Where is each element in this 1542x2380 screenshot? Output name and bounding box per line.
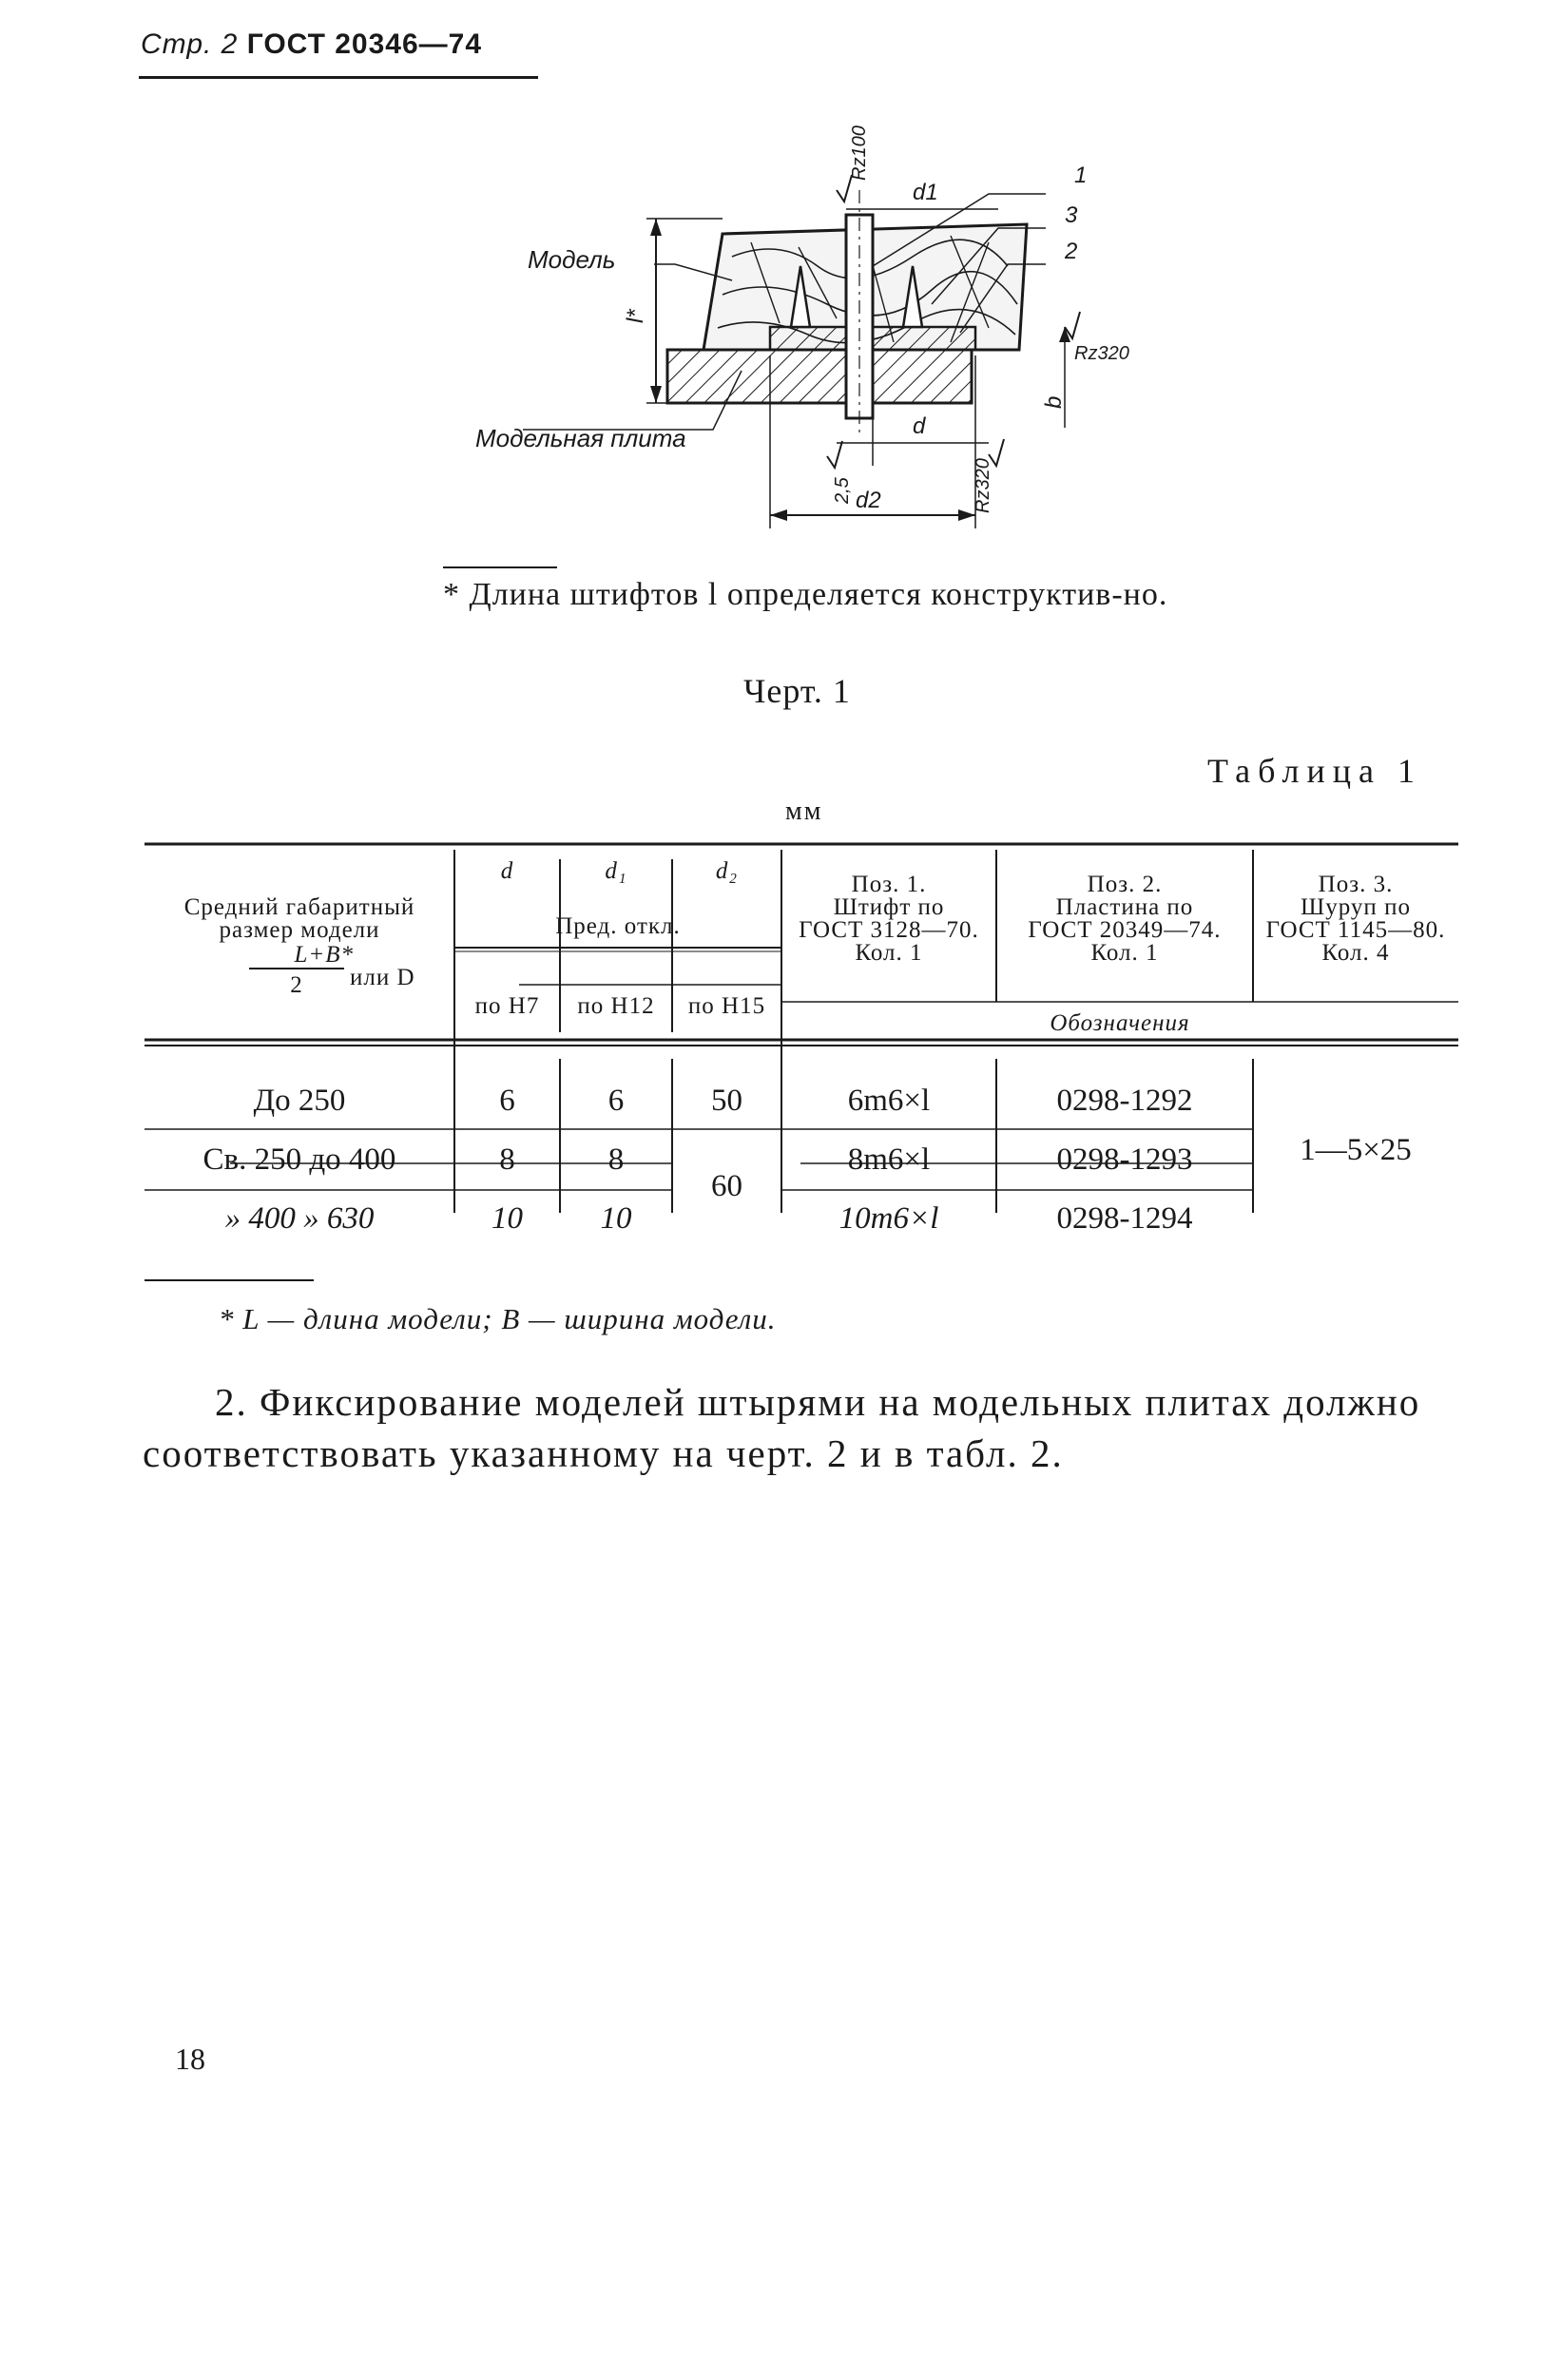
header-h7: по H7 xyxy=(474,993,540,1019)
row3-pin: 10m6×l xyxy=(838,1201,939,1236)
header-size-numerator: L+B* xyxy=(294,942,354,968)
header-pos3-line1: Поз. 3. xyxy=(1318,872,1394,897)
header-pos1-line4: Кол. 1 xyxy=(855,940,923,966)
header-pos3-line4: Кол. 4 xyxy=(1321,940,1390,966)
label-model: Модель xyxy=(528,245,616,274)
label-pos3: 3 xyxy=(1065,202,1078,228)
figure-caption: Черт. 1 xyxy=(743,672,851,710)
header-d2: d₂ xyxy=(715,858,739,884)
header-pos1-line2: Штифт по xyxy=(833,894,945,920)
header-size-line2: размер модели xyxy=(219,917,380,943)
label-d2: d2 xyxy=(856,488,881,513)
table-unit: мм xyxy=(785,797,823,826)
row1-plate: 0298-1292 xyxy=(1056,1084,1193,1118)
model-plate-shape xyxy=(667,350,972,403)
label-pos1: 1 xyxy=(1074,163,1088,188)
header-d1: d₁ xyxy=(605,858,627,884)
row2-plate: 0298-1293 xyxy=(1056,1142,1193,1177)
page-label: Стр. 2 xyxy=(141,29,239,60)
header-pos2-line3: ГОСТ 20349—74. xyxy=(1028,917,1222,943)
table-footnote-rule xyxy=(145,1279,314,1281)
paragraph-2: 2. Фиксирование моделей штырями на модельных плитах должно соответствовать указанному на черт. 2 и в табл. 2. xyxy=(143,1380,1421,1475)
header-pos2-line2: Пластина по xyxy=(1055,894,1194,920)
header-pos2-line4: Кол. 1 xyxy=(1090,940,1159,966)
header-pos1-line3: ГОСТ 3128—70. xyxy=(799,917,979,943)
header-pos2-line1: Поз. 2. xyxy=(1087,872,1163,897)
header-pos3-line3: ГОСТ 1145—80. xyxy=(1265,917,1446,943)
header-designations: Обозначения xyxy=(1050,1010,1190,1036)
technical-drawing xyxy=(418,124,1179,551)
label-d: d xyxy=(913,413,926,439)
header-size-line1: Средний габаритный xyxy=(183,894,415,920)
footnote-rule xyxy=(443,566,557,568)
header-h12: по H12 xyxy=(577,993,655,1019)
label-l-star: l* xyxy=(623,309,648,323)
fraction-bar xyxy=(249,968,344,969)
table-footnote: * L — длина модели; B — ширина модели. xyxy=(219,1302,777,1335)
label-model-plate: Модельная плита xyxy=(475,424,686,452)
row1-d1: 6 xyxy=(607,1084,625,1118)
label-b: b xyxy=(1041,395,1067,409)
header-pos3-line2: Шуруп по xyxy=(1301,894,1411,920)
label-rz320-right: Rz320 xyxy=(1074,343,1129,364)
label-rz320-bottom: Rz320 xyxy=(973,458,993,513)
table-caption: Таблица 1 xyxy=(1207,752,1422,790)
row2-pin: 8m6×l xyxy=(847,1142,931,1177)
row2-size: Св. 250 до 400 xyxy=(202,1142,396,1177)
row2-d: 8 xyxy=(499,1142,515,1177)
row3-plate: 0298-1294 xyxy=(1056,1201,1193,1236)
row1-pin: 6m6×l xyxy=(847,1084,931,1118)
merged-screw: 1—5×25 xyxy=(1300,1133,1412,1167)
row2-d1: 8 xyxy=(607,1142,625,1177)
row3-d1: 10 xyxy=(600,1201,632,1236)
label-rz100: Rz100 xyxy=(849,125,870,181)
page-header xyxy=(141,29,482,61)
header-h15: по H15 xyxy=(687,993,766,1019)
label-d1: d1 xyxy=(913,180,938,205)
row3-d: 10 xyxy=(492,1201,523,1236)
row1-size: До 250 xyxy=(253,1084,346,1118)
row3-size: » 400 » 630 xyxy=(224,1201,375,1236)
drawing-footnote: * Длина штифтов l определяется конструктив-но. xyxy=(443,577,1168,612)
row1-d: 6 xyxy=(499,1084,515,1118)
header-d: d xyxy=(500,858,514,884)
header-pos1-line1: Поз. 1. xyxy=(851,872,927,897)
merged-d2: 60 xyxy=(711,1169,742,1203)
label-pos2: 2 xyxy=(1065,239,1078,264)
standard-number: ГОСТ 20346—74 xyxy=(246,29,483,60)
header-rule xyxy=(139,76,538,79)
table-1 xyxy=(145,842,1458,1260)
label-2-5: 2,5 xyxy=(832,477,853,504)
page-number: 18 xyxy=(175,2042,205,2076)
header-size-denominator: 2 xyxy=(290,972,303,998)
row1-d2: 50 xyxy=(711,1084,742,1118)
header-size-or-d: или D xyxy=(350,965,415,990)
header-tolerances: Пред. откл. xyxy=(555,913,681,939)
